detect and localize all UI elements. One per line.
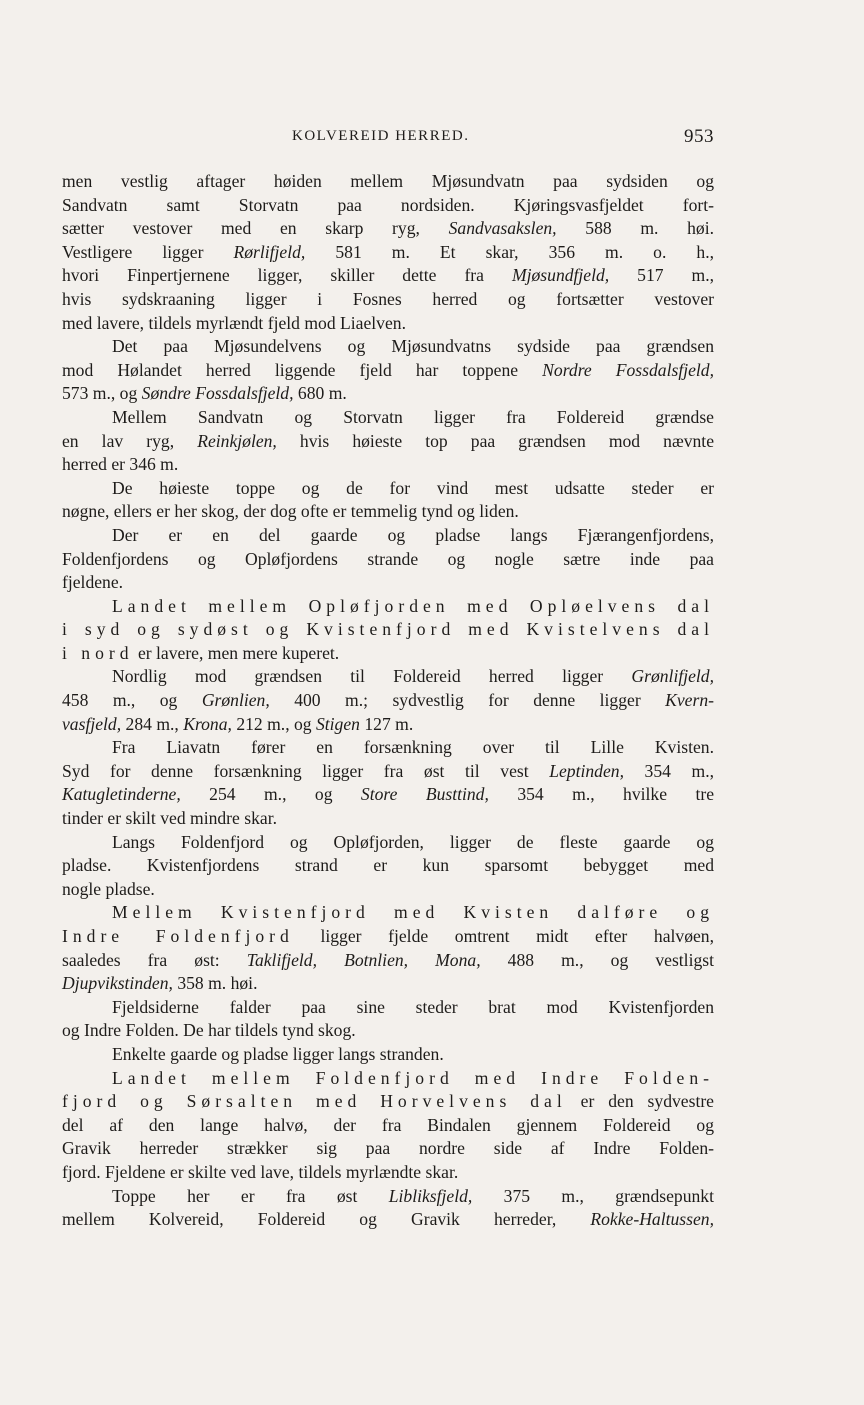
- text-line: [62, 1114, 714, 1138]
- text-line: [62, 1185, 714, 1209]
- text-segment: mellem Kolvereid, Foldereid og Gravik herreder,: [62, 1209, 591, 1230]
- text-line: [62, 595, 714, 619]
- text-segment: del af den lange halvø, der fra Bindalen gjennem Foldereid og: [62, 1114, 714, 1135]
- text-segment: Sandvatn samt Storvatn paa nordsiden. Kjøringsvasfjeldet fort-: [62, 194, 714, 215]
- italic-place-name: Rokke-Haltussen,: [590, 1209, 714, 1230]
- italic-place-name: Grønlifjeld,: [631, 666, 714, 687]
- text-line: [62, 477, 714, 501]
- text-line: [62, 1161, 714, 1185]
- italic-place-name: Store Busttind,: [360, 784, 489, 805]
- text-segment: 127 m.: [359, 713, 414, 734]
- text-line: [62, 524, 714, 548]
- text-segment: 284 m.,: [121, 713, 184, 734]
- text-line: [62, 453, 714, 477]
- italic-place-name: Leptinden,: [549, 760, 624, 781]
- text-segment: Landet mellem Opløfjorden med Opløelvens dal: [112, 595, 714, 616]
- italic-place-name: Søndre Fossdalsfjeld,: [141, 383, 294, 404]
- italic-place-name: Mjøsundfjeld,: [511, 265, 610, 286]
- text-line: [62, 335, 714, 359]
- text-segment: Mellem Sandvatn og Storvatn ligger fra Foldereid grændse: [112, 406, 714, 427]
- text-line: [62, 500, 714, 524]
- text-segment: 581 m. Et skar, 356 m. o. h.,: [305, 241, 714, 262]
- text-segment: med lavere, tildels myrlændt fjeld mod Liaelven.: [62, 312, 406, 333]
- text-segment: 400 m.; sydvestlig for denne ligger: [269, 690, 666, 711]
- text-segment: Landet mellem Foldenfjord med Indre Folden-: [112, 1067, 714, 1088]
- text-segment: 254 m., og: [180, 784, 361, 805]
- italic-place-name: Krona,: [183, 713, 232, 734]
- text-segment: hvori Finpertjernene ligger, skiller dette fra: [62, 265, 512, 286]
- text-line: [62, 736, 714, 760]
- text-segment: mod Hølandet herred liggende fjeld har toppene: [62, 359, 543, 380]
- italic-place-name: Rørlifjeld,: [233, 241, 306, 262]
- text-segment: Toppe her er fra øst: [112, 1185, 389, 1206]
- text-segment: Nordlig mod grændsen til Foldereid herred ligger: [112, 666, 632, 687]
- text-segment: nogle pladse.: [62, 878, 155, 899]
- text-segment: 488 m., og vestligst: [480, 949, 714, 970]
- text-segment: 358 m. høi.: [172, 973, 258, 994]
- text-line: [62, 901, 714, 925]
- italic-place-name: vasfjeld,: [62, 713, 122, 734]
- text-segment: i nord: [62, 642, 134, 663]
- text-segment: fjord og Sørsalten med Horvelvens dal: [62, 1091, 567, 1112]
- text-line: [62, 618, 714, 642]
- italic-place-name: Kvern-: [665, 690, 714, 711]
- text-line: [62, 642, 714, 666]
- text-line: [62, 548, 714, 572]
- text-segment: Langs Foldenfjord og Opløfjorden, ligger de fleste gaarde og: [112, 831, 714, 852]
- text-segment: men vestlig aftager høiden mellem Mjøsundvatn paa sydsiden og: [62, 171, 714, 191]
- text-segment: Vestligere ligger: [62, 241, 234, 262]
- text-segment: 680 m.: [293, 383, 347, 404]
- text-segment: en lav ryg,: [62, 430, 198, 451]
- body-text: [62, 170, 714, 1232]
- text-segment: pladse. Kvistenfjordens strand er kun sparsomt bebygget med: [62, 855, 714, 876]
- italic-place-name: Grønlien,: [201, 690, 270, 711]
- italic-place-name: Stigen: [315, 713, 360, 734]
- text-line: [62, 760, 714, 784]
- text-line: [62, 831, 714, 855]
- text-segment: og Indre Folden. De har tildels tynd skog.: [62, 1020, 356, 1041]
- text-segment: tinder er skilt ved mindre skar.: [62, 808, 277, 829]
- text-line: [62, 406, 714, 430]
- text-line: [62, 264, 714, 288]
- text-line: [62, 288, 714, 312]
- text-line: [62, 665, 714, 689]
- text-line: [62, 312, 714, 336]
- italic-place-name: Sandvasakslen,: [448, 218, 557, 239]
- text-segment: i syd og sydøst og Kvistenfjord med Kvistelvens dal: [62, 619, 714, 640]
- text-line: [62, 217, 714, 241]
- text-segment: De høieste toppe og de for vind mest udsatte steder er: [112, 477, 714, 498]
- text-segment: 354 m.,: [623, 760, 715, 781]
- text-line: [62, 783, 714, 807]
- text-line: [62, 382, 714, 406]
- text-segment: 573 m., og: [62, 383, 142, 404]
- text-segment: sætter vestover med en skarp ryg,: [62, 218, 449, 239]
- page-header: [62, 128, 714, 154]
- text-segment: Fjeldsiderne falder paa sine steder brat mod Kvistenfjorden: [112, 996, 714, 1017]
- text-line: [62, 170, 714, 194]
- page-number: 953: [684, 126, 714, 147]
- text-line: [62, 925, 714, 949]
- text-segment: er den sydvestre: [566, 1091, 714, 1112]
- text-line: [62, 807, 714, 831]
- text-segment: 588 m. høi.: [556, 218, 714, 239]
- text-line: [62, 713, 714, 737]
- italic-place-name: Reinkjølen,: [197, 430, 277, 451]
- text-line: [62, 1067, 714, 1091]
- text-segment: 212 m., og: [231, 713, 316, 734]
- text-line: [62, 1043, 714, 1067]
- text-line: [62, 241, 714, 265]
- text-segment: er lavere, men mere kuperet.: [133, 642, 340, 663]
- running-title: KOLVEREID HERRED.: [292, 128, 470, 144]
- text-line: [62, 1208, 714, 1232]
- text-segment: 375 m., grændsepunkt: [472, 1185, 714, 1206]
- italic-place-name: Djupvikstinden,: [62, 973, 173, 994]
- text-segment: Det paa Mjøsundelvens og Mjøsundvatns sydside paa grændsen: [112, 336, 714, 357]
- text-line: [62, 689, 714, 713]
- text-segment: Mellem Kvistenfjord med Kvisten dalføre og: [112, 902, 714, 923]
- text-line: [62, 996, 714, 1020]
- text-line: [62, 949, 714, 973]
- text-segment: Fra Liavatn fører en forsænkning over til Lille Kvisten.: [112, 737, 714, 758]
- text-line: [62, 878, 714, 902]
- text-line: [62, 571, 714, 595]
- italic-place-name: Katugletinderne,: [62, 784, 181, 805]
- text-segment: 517 m.,: [609, 265, 715, 286]
- text-segment: herred er 346 m.: [62, 454, 179, 475]
- text-line: [62, 1019, 714, 1043]
- text-segment: nøgne, ellers er her skog, der dog ofte er temmelig tynd og liden.: [62, 501, 519, 522]
- text-line: [62, 972, 714, 996]
- text-segment: Der er en del gaarde og pladse langs Fjærangenfjordens,: [112, 524, 714, 545]
- italic-place-name: Nordre Fossdalsfjeld,: [542, 359, 714, 380]
- text-segment: hvis sydskraaning ligger i Fosnes herred og fortsætter vestover: [62, 288, 714, 309]
- text-line: [62, 1090, 714, 1114]
- text-line: [62, 430, 714, 454]
- text-segment: hvis høieste top paa grændsen mod nævnte: [276, 430, 714, 451]
- text-line: [62, 359, 714, 383]
- italic-place-name: Taklifjeld, Botnlien, Mona,: [246, 949, 481, 970]
- text-segment: Gravik herreder strækker sig paa nordre side af Indre Folden-: [62, 1138, 714, 1159]
- text-segment: Foldenfjordens og Opløfjordens strande og nogle sætre inde paa: [62, 548, 714, 569]
- text-segment: fjeldene.: [62, 572, 124, 593]
- text-line: [62, 194, 714, 218]
- text-segment: 458 m., og: [62, 690, 202, 711]
- text-segment: 354 m., hvilke tre: [488, 784, 714, 805]
- text-segment: Syd for denne forsænkning ligger fra øst til vest: [62, 760, 550, 781]
- text-line: [62, 1137, 714, 1161]
- italic-place-name: Libliksfjeld,: [388, 1185, 473, 1206]
- text-segment: Enkelte gaarde og pladse ligger langs stranden.: [112, 1043, 444, 1064]
- text-line: [62, 854, 714, 878]
- text-segment: fjord. Fjeldene er skilte ved lave, tildels myrlændte skar.: [62, 1161, 459, 1182]
- text-segment: Indre Foldenfjord: [62, 926, 294, 946]
- text-segment: ligger fjelde omtrent midt efter halvøen,: [293, 926, 714, 946]
- text-segment: saaledes fra øst:: [62, 949, 247, 970]
